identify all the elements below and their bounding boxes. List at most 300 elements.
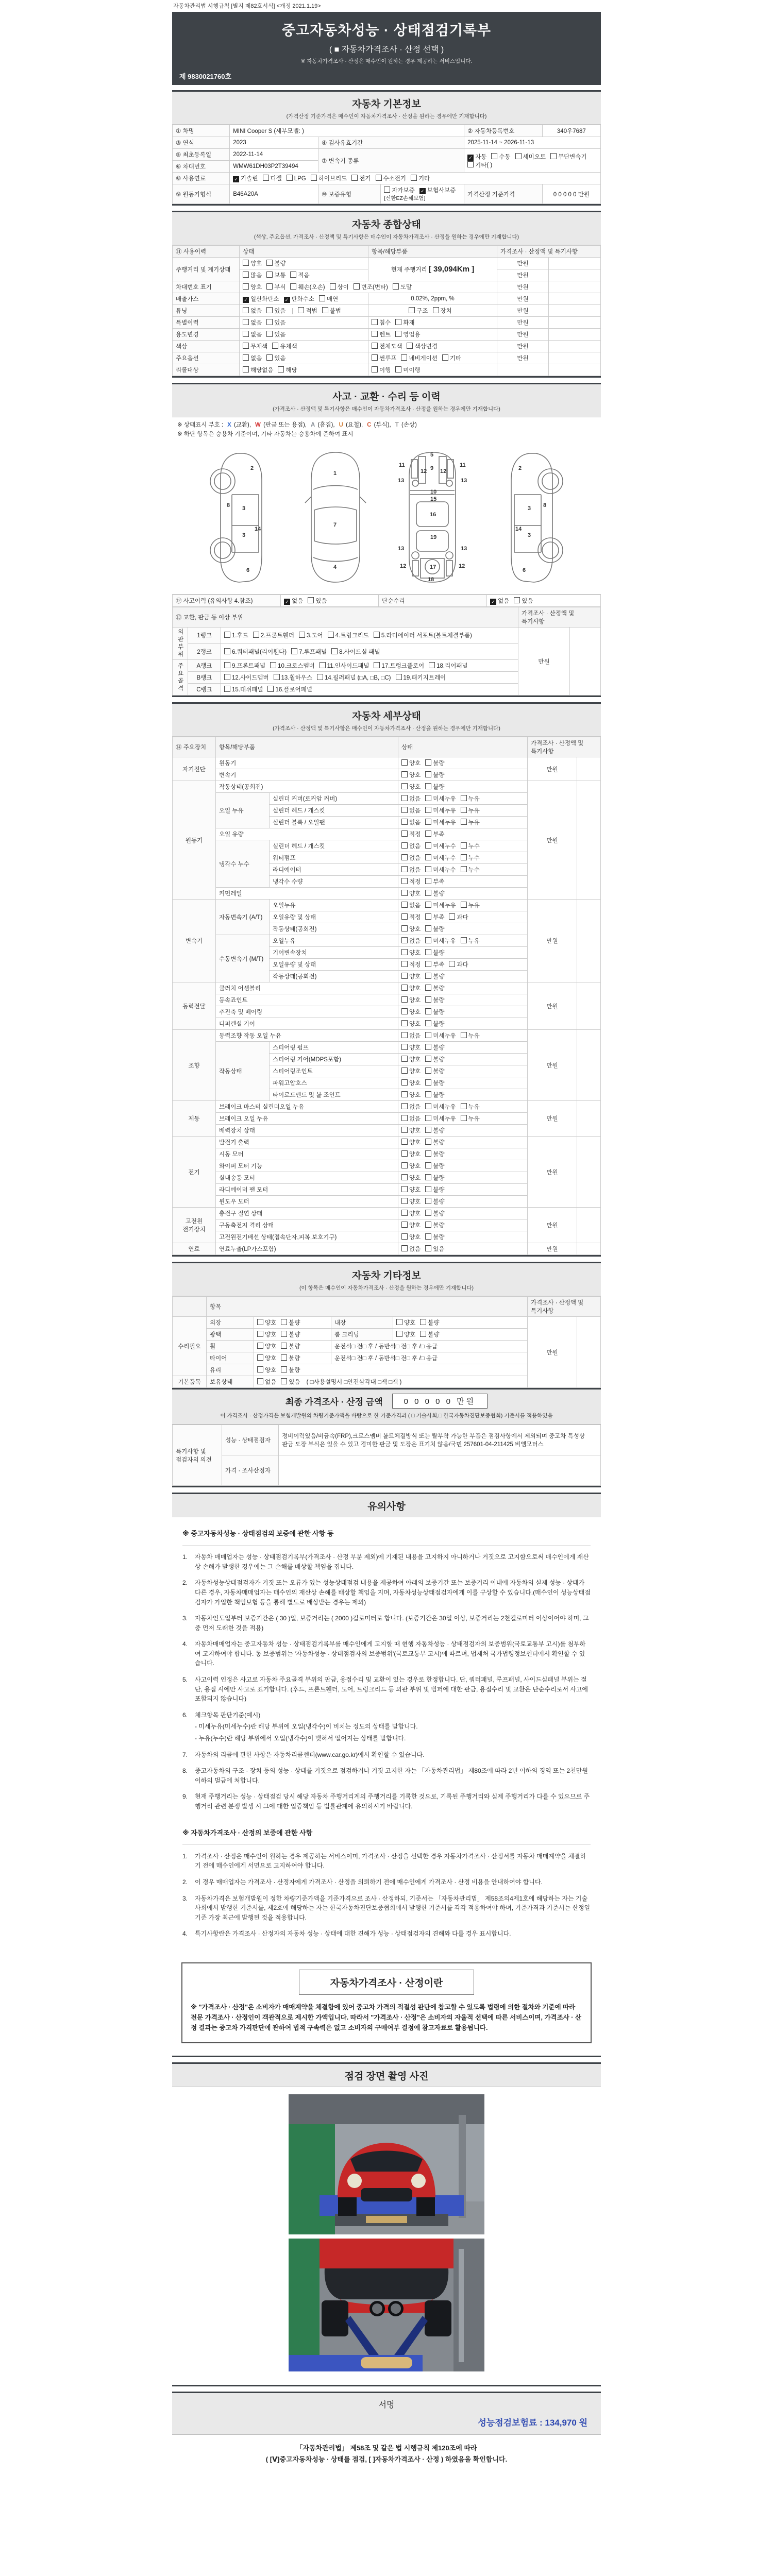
checkbox-option[interactable] [395, 318, 414, 327]
checkbox-option[interactable] [550, 152, 587, 161]
checkbox-unchecked-icon[interactable] [411, 175, 417, 181]
checkbox-option[interactable] [395, 366, 420, 374]
checkbox-option[interactable] [425, 1197, 444, 1206]
checkbox-unchecked-icon[interactable] [425, 842, 431, 849]
checkbox-unchecked-icon[interactable] [425, 1067, 431, 1074]
checkbox-checked-icon[interactable]: ✓ [419, 188, 426, 194]
checkbox-option[interactable] [354, 283, 388, 291]
checkbox-unchecked-icon[interactable] [243, 331, 249, 337]
checkbox-option[interactable] [407, 342, 437, 350]
checkbox-unchecked-icon[interactable] [425, 1210, 431, 1216]
checkbox-unchecked-icon[interactable] [425, 985, 431, 991]
checkbox-unchecked-icon[interactable] [425, 1008, 431, 1014]
checkbox-unchecked-icon[interactable] [395, 366, 401, 372]
checkbox-option[interactable] [401, 1150, 421, 1158]
checkbox-option[interactable] [284, 597, 303, 605]
checkbox-unchecked-icon[interactable] [433, 307, 439, 313]
checkbox-option[interactable] [224, 648, 287, 656]
checkbox-option[interactable] [515, 152, 546, 161]
checkbox-unchecked-icon[interactable] [461, 902, 467, 908]
checkbox-option[interactable] [290, 283, 325, 291]
checkbox-option[interactable] [224, 662, 265, 670]
checkbox-unchecked-icon[interactable] [320, 662, 326, 668]
checkbox-option[interactable] [396, 1330, 415, 1338]
checkbox-option[interactable] [401, 1138, 421, 1146]
checkbox-option[interactable] [257, 1354, 276, 1362]
checkbox-unchecked-icon[interactable] [425, 854, 431, 860]
checkbox-option[interactable] [374, 662, 424, 670]
checkbox-option[interactable] [425, 1150, 444, 1158]
checkbox-unchecked-icon[interactable] [322, 307, 328, 313]
checkbox-option[interactable] [270, 662, 315, 670]
checkbox-unchecked-icon[interactable] [425, 1233, 431, 1240]
checkbox-unchecked-icon[interactable] [401, 1056, 408, 1062]
checkbox-unchecked-icon[interactable] [425, 890, 431, 896]
checkbox-unchecked-icon[interactable] [395, 319, 401, 325]
checkbox-option[interactable] [425, 877, 444, 886]
checkbox-option[interactable] [224, 685, 263, 693]
checkbox-option[interactable] [395, 330, 420, 338]
checkbox-option[interactable] [425, 1043, 444, 1052]
checkbox-unchecked-icon[interactable] [420, 1331, 426, 1337]
checkbox-checked-icon[interactable]: ✓ [233, 176, 239, 182]
checkbox-option[interactable] [425, 783, 444, 791]
checkbox-unchecked-icon[interactable] [425, 913, 431, 920]
checkbox-unchecked-icon[interactable] [425, 783, 431, 789]
checkbox-unchecked-icon[interactable] [461, 1103, 467, 1109]
checkbox-unchecked-icon[interactable] [393, 283, 399, 290]
checkbox-unchecked-icon[interactable] [401, 1115, 408, 1121]
checkbox-unchecked-icon[interactable] [281, 1354, 287, 1361]
checkbox-option[interactable] [401, 1233, 421, 1241]
checkbox-unchecked-icon[interactable] [401, 807, 408, 813]
checkbox-unchecked-icon[interactable] [372, 366, 378, 372]
checkbox-unchecked-icon[interactable] [461, 795, 467, 801]
checkbox-unchecked-icon[interactable] [376, 175, 382, 181]
checkbox-option[interactable] [425, 1008, 444, 1016]
checkbox-option[interactable] [291, 648, 327, 656]
checkbox-option[interactable] [263, 174, 282, 182]
checkbox-option[interactable] [420, 1330, 439, 1338]
checkbox-option[interactable] [328, 631, 369, 639]
checkbox-unchecked-icon[interactable] [425, 996, 431, 1003]
checkbox-option[interactable] [425, 1055, 444, 1063]
checkbox-unchecked-icon[interactable] [401, 1174, 408, 1180]
checkbox-unchecked-icon[interactable] [425, 1150, 431, 1157]
checkbox-option[interactable] [372, 330, 391, 338]
checkbox-unchecked-icon[interactable] [401, 866, 408, 872]
checkbox-unchecked-icon[interactable] [266, 307, 273, 313]
checkbox-option[interactable] [425, 1020, 444, 1028]
checkbox-unchecked-icon[interactable] [401, 354, 407, 361]
checkbox-option[interactable] [401, 1245, 421, 1253]
checkbox-option[interactable] [330, 283, 349, 291]
checkbox-option[interactable] [351, 174, 371, 182]
checkbox-unchecked-icon[interactable] [425, 759, 431, 766]
checkbox-option[interactable] [401, 1103, 421, 1111]
checkbox-unchecked-icon[interactable] [243, 260, 249, 266]
checkbox-unchecked-icon[interactable] [291, 648, 297, 654]
checkbox-unchecked-icon[interactable] [425, 1139, 431, 1145]
checkbox-option[interactable] [287, 175, 306, 182]
checkbox-unchecked-icon[interactable] [395, 331, 401, 337]
checkbox-unchecked-icon[interactable] [491, 153, 497, 159]
checkbox-option[interactable] [425, 854, 456, 862]
checkbox-unchecked-icon[interactable] [401, 1067, 408, 1074]
checkbox-option[interactable] [425, 889, 444, 897]
checkbox-unchecked-icon[interactable] [243, 307, 249, 313]
checkbox-unchecked-icon[interactable] [425, 1032, 431, 1038]
checkbox-option[interactable] [243, 318, 262, 327]
checkbox-unchecked-icon[interactable] [224, 686, 230, 692]
checkbox-unchecked-icon[interactable] [372, 331, 378, 337]
checkbox-option[interactable] [425, 866, 456, 874]
checkbox-option[interactable] [281, 1342, 300, 1350]
checkbox-unchecked-icon[interactable] [425, 819, 431, 825]
checkbox-unchecked-icon[interactable] [461, 1032, 467, 1038]
checkbox-unchecked-icon[interactable] [401, 1222, 408, 1228]
checkbox-unchecked-icon[interactable] [425, 1056, 431, 1062]
checkbox-option[interactable] [449, 960, 468, 969]
checkbox-unchecked-icon[interactable] [266, 331, 273, 337]
checkbox-option[interactable] [401, 1055, 421, 1063]
checkbox-option[interactable] [401, 1020, 421, 1028]
checkbox-unchecked-icon[interactable] [243, 343, 249, 349]
checkbox-option[interactable] [461, 806, 480, 815]
checkbox-option[interactable] [401, 759, 421, 767]
checkbox-option[interactable] [322, 307, 341, 315]
checkbox-unchecked-icon[interactable] [461, 819, 467, 825]
checkbox-option[interactable] [425, 1126, 444, 1134]
checkbox-unchecked-icon[interactable] [257, 1354, 263, 1361]
checkbox-option[interactable] [461, 1103, 480, 1111]
checkbox-option[interactable] [425, 948, 444, 957]
checkbox-unchecked-icon[interactable] [401, 1127, 408, 1133]
checkbox-option[interactable] [425, 925, 444, 933]
checkbox-unchecked-icon[interactable] [461, 937, 467, 943]
checkbox-unchecked-icon[interactable] [550, 153, 557, 159]
checkbox-unchecked-icon[interactable] [425, 1020, 431, 1026]
checkbox-unchecked-icon[interactable] [449, 913, 455, 920]
checkbox-option[interactable] [425, 794, 456, 803]
checkbox-option[interactable] [257, 1366, 276, 1374]
checkbox-unchecked-icon[interactable] [425, 807, 431, 813]
checkbox-unchecked-icon[interactable] [224, 648, 230, 654]
checkbox-unchecked-icon[interactable] [401, 913, 408, 920]
checkbox-unchecked-icon[interactable] [401, 1162, 408, 1168]
checkbox-option[interactable] [257, 1330, 276, 1338]
checkbox-unchecked-icon[interactable] [299, 632, 305, 638]
checkbox-unchecked-icon[interactable] [425, 961, 431, 967]
checkbox-option[interactable] [425, 1209, 444, 1217]
checkbox-option[interactable] [425, 1091, 444, 1099]
checkbox-option[interactable] [224, 631, 248, 639]
checkbox-option[interactable] [425, 996, 444, 1004]
checkbox-unchecked-icon[interactable] [401, 1150, 408, 1157]
checkbox-unchecked-icon[interactable] [425, 949, 431, 955]
checkbox-unchecked-icon[interactable] [243, 354, 249, 361]
checkbox-unchecked-icon[interactable] [266, 272, 273, 278]
checkbox-unchecked-icon[interactable] [266, 354, 273, 361]
checkbox-unchecked-icon[interactable] [253, 632, 259, 638]
checkbox-option[interactable] [461, 1114, 480, 1123]
checkbox-unchecked-icon[interactable] [401, 783, 408, 789]
checkbox-option[interactable] [467, 161, 492, 169]
checkbox-unchecked-icon[interactable] [396, 1319, 402, 1325]
checkbox-option[interactable] [425, 1031, 456, 1040]
checkbox-unchecked-icon[interactable] [401, 878, 408, 884]
checkbox-unchecked-icon[interactable] [401, 996, 408, 1003]
checkbox-unchecked-icon[interactable] [401, 961, 408, 967]
checkbox-option[interactable] [257, 1342, 276, 1350]
checkbox-option[interactable] [281, 1354, 300, 1362]
checkbox-unchecked-icon[interactable] [442, 354, 448, 361]
checkbox-option[interactable] [272, 342, 297, 350]
checkbox-unchecked-icon[interactable] [461, 854, 467, 860]
checkbox-unchecked-icon[interactable] [401, 890, 408, 896]
checkbox-unchecked-icon[interactable] [425, 795, 431, 801]
checkbox-option[interactable] [278, 366, 297, 374]
checkbox-option[interactable] [401, 806, 421, 815]
checkbox-unchecked-icon[interactable] [425, 1174, 431, 1180]
checkbox-option[interactable] [425, 1162, 444, 1170]
checkbox-option[interactable] [393, 283, 412, 291]
checkbox-option[interactable] [243, 342, 267, 350]
checkbox-option[interactable] [490, 597, 509, 605]
checkbox-option[interactable] [461, 1031, 480, 1040]
checkbox-option[interactable] [425, 1114, 456, 1123]
checkbox-unchecked-icon[interactable] [467, 161, 474, 167]
checkbox-option[interactable] [461, 866, 480, 874]
checkbox-unchecked-icon[interactable] [257, 1343, 263, 1349]
checkbox-option[interactable] [425, 771, 444, 779]
checkbox-unchecked-icon[interactable] [401, 902, 408, 908]
checkbox-unchecked-icon[interactable] [257, 1366, 263, 1372]
checkbox-option[interactable] [243, 307, 262, 315]
checkbox-unchecked-icon[interactable] [425, 925, 431, 931]
checkbox-option[interactable] [290, 271, 309, 279]
checkbox-unchecked-icon[interactable] [224, 674, 230, 680]
checkbox-option[interactable] [401, 1126, 421, 1134]
checkbox-unchecked-icon[interactable] [425, 771, 431, 777]
checkbox-unchecked-icon[interactable] [257, 1319, 263, 1325]
checkbox-unchecked-icon[interactable] [266, 260, 273, 266]
checkbox-unchecked-icon[interactable] [384, 187, 390, 193]
checkbox-option[interactable] [401, 937, 421, 945]
checkbox-option[interactable] [320, 662, 369, 670]
checkbox-unchecked-icon[interactable] [224, 662, 230, 668]
checkbox-option[interactable] [491, 152, 510, 161]
checkbox-option[interactable] [467, 152, 486, 161]
checkbox-option[interactable] [281, 1330, 300, 1338]
checkbox-unchecked-icon[interactable] [281, 1319, 287, 1325]
checkbox-checked-icon[interactable]: ✓ [284, 297, 290, 303]
checkbox-option[interactable] [267, 685, 312, 693]
checkbox-option[interactable] [396, 1318, 415, 1327]
checkbox-option[interactable] [433, 307, 452, 315]
checkbox-option[interactable] [401, 1043, 421, 1052]
checkbox-unchecked-icon[interactable] [514, 597, 520, 603]
checkbox-option[interactable] [401, 1197, 421, 1206]
checkbox-option[interactable] [401, 818, 421, 826]
checkbox-unchecked-icon[interactable] [409, 307, 415, 313]
checkbox-unchecked-icon[interactable] [425, 1245, 431, 1251]
checkbox-option[interactable] [243, 259, 262, 267]
checkbox-option[interactable] [461, 937, 480, 945]
checkbox-unchecked-icon[interactable] [401, 1020, 408, 1026]
checkbox-unchecked-icon[interactable] [270, 662, 276, 668]
checkbox-unchecked-icon[interactable] [461, 866, 467, 872]
checkbox-option[interactable] [449, 913, 468, 921]
checkbox-unchecked-icon[interactable] [425, 1091, 431, 1097]
checkbox-option[interactable] [243, 295, 279, 303]
checkbox-option[interactable] [401, 1008, 421, 1016]
checkbox-unchecked-icon[interactable] [243, 319, 249, 325]
checkbox-unchecked-icon[interactable] [266, 319, 273, 325]
checkbox-option[interactable] [243, 366, 273, 374]
checkbox-unchecked-icon[interactable] [372, 354, 378, 361]
checkbox-unchecked-icon[interactable] [401, 1245, 408, 1251]
checkbox-option[interactable] [266, 259, 285, 267]
checkbox-unchecked-icon[interactable] [401, 1008, 408, 1014]
checkbox-option[interactable] [401, 1079, 421, 1087]
checkbox-option[interactable] [411, 174, 430, 182]
checkbox-option[interactable] [425, 1174, 444, 1182]
checkbox-option[interactable] [266, 354, 285, 362]
checkbox-option[interactable] [425, 1221, 444, 1229]
checkbox-option[interactable] [425, 1103, 456, 1111]
checkbox-unchecked-icon[interactable] [401, 1103, 408, 1109]
checkbox-unchecked-icon[interactable] [290, 272, 296, 278]
checkbox-option[interactable] [376, 174, 406, 182]
checkbox-option[interactable] [331, 648, 380, 656]
checkbox-option[interactable] [299, 631, 323, 639]
checkbox-option[interactable] [266, 271, 285, 279]
checkbox-unchecked-icon[interactable] [281, 1343, 287, 1349]
checkbox-unchecked-icon[interactable] [401, 831, 408, 837]
checkbox-option[interactable] [425, 972, 444, 980]
checkbox-unchecked-icon[interactable] [311, 175, 317, 181]
checkbox-unchecked-icon[interactable] [281, 1366, 287, 1372]
checkbox-unchecked-icon[interactable] [401, 1091, 408, 1097]
checkbox-unchecked-icon[interactable] [461, 1115, 467, 1121]
checkbox-option[interactable] [425, 901, 456, 909]
checkbox-option[interactable] [274, 673, 312, 682]
checkbox-unchecked-icon[interactable] [401, 1032, 408, 1038]
checkbox-option[interactable] [461, 794, 480, 803]
checkbox-option[interactable] [425, 1233, 444, 1241]
checkbox-option[interactable] [319, 295, 338, 303]
checkbox-option[interactable] [243, 271, 262, 279]
checkbox-option[interactable] [401, 1091, 421, 1099]
checkbox-option[interactable] [401, 1185, 421, 1194]
checkbox-option[interactable] [308, 597, 327, 605]
checkbox-option[interactable] [401, 889, 421, 897]
checkbox-unchecked-icon[interactable] [425, 1115, 431, 1121]
checkbox-option[interactable] [284, 295, 314, 303]
checkbox-unchecked-icon[interactable] [425, 1186, 431, 1192]
checkbox-option[interactable] [281, 1318, 300, 1327]
checkbox-unchecked-icon[interactable] [287, 175, 293, 181]
checkbox-unchecked-icon[interactable] [266, 283, 273, 290]
checkbox-unchecked-icon[interactable] [298, 307, 304, 313]
checkbox-option[interactable] [311, 174, 347, 182]
checkbox-option[interactable] [401, 1162, 421, 1170]
checkbox-unchecked-icon[interactable] [425, 937, 431, 943]
checkbox-unchecked-icon[interactable] [401, 1210, 408, 1216]
checkbox-unchecked-icon[interactable] [429, 662, 435, 668]
checkbox-unchecked-icon[interactable] [425, 973, 431, 979]
checkbox-option[interactable] [372, 366, 391, 374]
checkbox-option[interactable] [401, 1174, 421, 1182]
checkbox-unchecked-icon[interactable] [401, 795, 408, 801]
checkbox-unchecked-icon[interactable] [396, 674, 402, 680]
checkbox-option[interactable] [401, 1221, 421, 1229]
checkbox-option[interactable] [401, 771, 421, 779]
checkbox-option[interactable] [420, 1318, 439, 1327]
checkbox-option[interactable] [401, 913, 421, 921]
checkbox-option[interactable] [425, 830, 444, 838]
checkbox-option[interactable] [419, 186, 456, 194]
checkbox-option[interactable] [396, 673, 446, 682]
checkbox-option[interactable] [266, 307, 285, 315]
checkbox-unchecked-icon[interactable] [272, 343, 278, 349]
checkbox-option[interactable] [257, 1378, 276, 1386]
checkbox-unchecked-icon[interactable] [401, 842, 408, 849]
checkbox-unchecked-icon[interactable] [425, 1044, 431, 1050]
checkbox-unchecked-icon[interactable] [267, 686, 274, 692]
checkbox-unchecked-icon[interactable] [407, 343, 413, 349]
checkbox-unchecked-icon[interactable] [351, 175, 358, 181]
checkbox-unchecked-icon[interactable] [290, 283, 296, 290]
checkbox-unchecked-icon[interactable] [281, 1331, 287, 1337]
checkbox-unchecked-icon[interactable] [224, 632, 230, 638]
checkbox-unchecked-icon[interactable] [425, 1103, 431, 1109]
checkbox-unchecked-icon[interactable] [328, 632, 334, 638]
checkbox-unchecked-icon[interactable] [401, 985, 408, 991]
checkbox-unchecked-icon[interactable] [243, 366, 249, 372]
checkbox-unchecked-icon[interactable] [401, 759, 408, 766]
checkbox-unchecked-icon[interactable] [515, 153, 522, 159]
checkbox-unchecked-icon[interactable] [243, 272, 249, 278]
checkbox-unchecked-icon[interactable] [374, 662, 380, 668]
checkbox-option[interactable] [317, 673, 391, 682]
checkbox-option[interactable] [372, 342, 402, 350]
checkbox-option[interactable] [401, 925, 421, 933]
checkbox-unchecked-icon[interactable] [401, 1044, 408, 1050]
checkbox-unchecked-icon[interactable] [461, 807, 467, 813]
checkbox-option[interactable] [401, 996, 421, 1004]
checkbox-unchecked-icon[interactable] [425, 1198, 431, 1204]
checkbox-option[interactable] [425, 1245, 444, 1253]
checkbox-unchecked-icon[interactable] [401, 1079, 408, 1086]
checkbox-unchecked-icon[interactable] [257, 1378, 263, 1384]
checkbox-option[interactable] [266, 283, 285, 291]
checkbox-option[interactable] [401, 1209, 421, 1217]
checkbox-option[interactable] [401, 866, 421, 874]
checkbox-option[interactable] [243, 283, 262, 291]
checkbox-unchecked-icon[interactable] [331, 648, 338, 654]
checkbox-option[interactable] [401, 984, 421, 992]
checkbox-unchecked-icon[interactable] [278, 366, 284, 372]
checkbox-unchecked-icon[interactable] [374, 632, 380, 638]
checkbox-checked-icon[interactable]: ✓ [467, 155, 474, 161]
checkbox-unchecked-icon[interactable] [257, 1331, 263, 1337]
checkbox-option[interactable] [425, 1079, 444, 1087]
checkbox-option[interactable] [461, 842, 480, 850]
checkbox-option[interactable] [401, 854, 421, 862]
checkbox-unchecked-icon[interactable] [401, 1186, 408, 1192]
